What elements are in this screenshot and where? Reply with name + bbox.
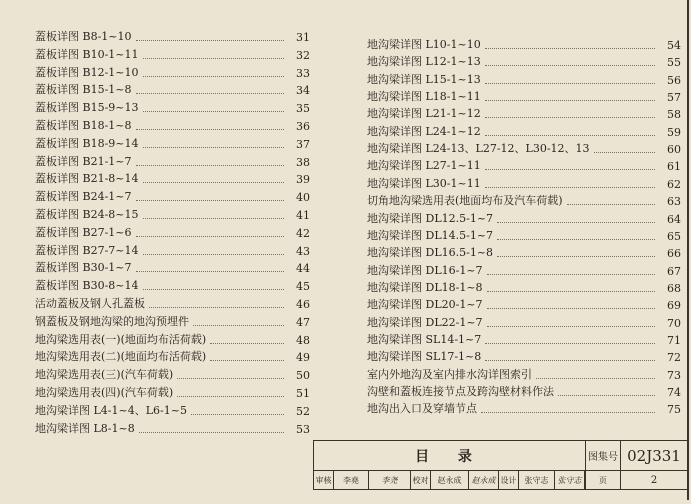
leader-dots [485, 117, 655, 118]
toc-entry[interactable] [367, 53, 681, 69]
toc-entry[interactable] [367, 88, 681, 104]
toc-entry[interactable] [367, 140, 681, 156]
toc-entry-title: 地沟梁详图 L10-1~10 [367, 38, 481, 51]
toc-entry-page: 63 [667, 195, 681, 209]
toc-entry-title: 地沟梁详图 L8-1~8 [35, 421, 135, 435]
toc-entry-title: 地沟梁详图 L4-1~4、L6-1~5 [35, 403, 187, 417]
leader-dots [567, 204, 655, 205]
leader-dots [487, 308, 655, 309]
toc-entry[interactable] [35, 402, 310, 418]
toc-entry-page: 34 [296, 84, 310, 98]
toc-entry[interactable] [35, 81, 310, 97]
toc-entry-page: 57 [667, 91, 681, 105]
toc-entry-title: 地沟梁选用表(三)(汽车荷载) [35, 368, 174, 382]
leader-dots [485, 187, 655, 188]
toc-entry[interactable] [35, 331, 310, 347]
leader-dots [485, 135, 655, 136]
toc-entry-page: 67 [667, 264, 681, 278]
toc-entry-page: 43 [296, 244, 310, 258]
designer-name: 张守志 [519, 471, 555, 489]
toc-entry[interactable] [367, 366, 681, 382]
toc-entry-title: 地沟梁详图 DL14.5-1~7 [367, 228, 494, 242]
leader-dots [143, 58, 284, 59]
toc-entry-title: 切角地沟梁选用表(地面均布及汽车荷载) [367, 194, 563, 208]
toc-entry-page: 71 [667, 333, 681, 347]
toc-entry-page: 47 [296, 315, 310, 329]
leader-dots [136, 271, 284, 272]
toc-entry-title: 地沟梁选用表(二)(地面均布活荷载) [35, 350, 207, 364]
toc-entry-title: 钢蓋板及钢地沟梁的地沟预埋件 [35, 314, 189, 328]
toc-entry-title: 蓋板详图 B21-1~7 [35, 154, 132, 168]
leader-dots [487, 274, 655, 275]
leader-dots [177, 396, 284, 397]
toc-entry[interactable] [367, 262, 681, 278]
toc-entry-page: 74 [667, 386, 681, 399]
toc-entry-page: 42 [296, 226, 310, 240]
toc-entry-title: 地沟梁详图 DL22-1~7 [367, 315, 483, 329]
toc-entry-page: 40 [296, 191, 310, 205]
leader-dots [143, 147, 284, 148]
review-label: 审核 [314, 471, 334, 489]
toc-entry[interactable] [367, 296, 681, 312]
toc-entry[interactable] [35, 348, 310, 364]
toc-entry-page: 59 [667, 125, 681, 139]
toc-entry-page: 38 [296, 155, 310, 169]
toc-entry[interactable] [35, 366, 310, 382]
design-label: 设计 [499, 471, 519, 489]
leader-dots [485, 169, 655, 170]
leader-dots [143, 254, 284, 255]
toc-entry[interactable] [35, 224, 310, 240]
leader-dots [536, 378, 655, 379]
toc-entry-title: 蓋板详图 B27-1~6 [35, 225, 132, 239]
toc-entry-page: 73 [667, 368, 681, 382]
toc-entry-page: 39 [296, 173, 310, 187]
toc-entry[interactable] [35, 277, 310, 293]
toc-entry[interactable] [35, 259, 310, 275]
leader-dots [210, 360, 284, 361]
toc-entry-page: 45 [296, 280, 310, 294]
toc-entry-title: 地沟梁选用表(一)(地面均布活荷载) [35, 332, 207, 346]
toc-entry-page: 60 [667, 143, 681, 157]
toc-entry-page: 37 [296, 137, 310, 151]
toc-entry-title: 地沟梁详图 DL16.5-1~8 [367, 246, 494, 260]
toc-entry[interactable] [35, 46, 310, 62]
toc-entry-page: 44 [296, 262, 310, 276]
title-block [313, 440, 688, 490]
toc-entry-page: 62 [667, 177, 681, 191]
leader-dots [136, 236, 284, 237]
toc-entry-page: 55 [667, 56, 681, 70]
leader-dots [497, 222, 655, 223]
toc-entry[interactable] [35, 153, 310, 169]
toc-entry-page: 49 [296, 351, 310, 365]
toc-entry[interactable] [367, 331, 681, 347]
toc-entry[interactable] [367, 279, 681, 295]
toc-entry[interactable] [35, 384, 310, 400]
leader-dots [136, 93, 284, 94]
leader-dots [191, 414, 284, 415]
toc-entry[interactable] [35, 420, 310, 436]
page-label: 页 [585, 471, 621, 489]
toc-entry-title: 蓋板详图 B24-8~15 [35, 208, 139, 221]
leader-dots [143, 111, 284, 112]
toc-entry-page: 33 [296, 66, 310, 80]
leader-dots [193, 325, 284, 326]
toc-entry[interactable] [367, 400, 681, 416]
toc-entry-title: 蓋板详图 B18-9~14 [35, 136, 139, 150]
toc-entry[interactable] [367, 157, 681, 173]
check-label: 校对 [411, 471, 431, 489]
toc-entry[interactable] [367, 105, 681, 121]
toc-entry-title: 蓋板详图 B15-1~8 [35, 83, 132, 97]
atlas-no: 02J331 [627, 446, 681, 465]
page-title: 目 录 [415, 448, 484, 465]
toc-entry-title: 地沟梁详图 L24-13、L27-12、L30-12、13 [367, 142, 590, 156]
toc-entry-title: 地沟梁选用表(四)(汽车荷载) [35, 386, 174, 399]
toc-entry-page: 32 [296, 48, 310, 62]
reviewer-signature: 李尧 [369, 471, 411, 489]
toc-entry-title: 蓋板详图 B24-1~7 [35, 190, 132, 204]
toc-entry[interactable] [367, 192, 681, 208]
toc-entry-page: 68 [667, 281, 681, 295]
leader-dots [487, 326, 655, 327]
toc-entry-title: 地沟梁详图 L27-1~11 [367, 159, 481, 173]
toc-entry-page: 54 [667, 39, 681, 52]
designer-signature: 张守志 [555, 471, 585, 489]
toc-entry-page: 64 [667, 212, 681, 226]
toc-entry-title: 地沟梁详图 SL17-1~8 [367, 350, 482, 364]
toc-entry-page: 69 [667, 299, 681, 313]
leader-dots [485, 65, 655, 66]
leader-dots [485, 100, 655, 101]
toc-entry[interactable] [35, 242, 310, 258]
toc-entry-page: 66 [667, 247, 681, 261]
leader-dots [594, 152, 655, 153]
toc-entry[interactable] [367, 348, 681, 364]
toc-entry-page: 53 [296, 422, 310, 436]
toc-entry-title: 地沟梁详图 SL14-1~7 [367, 332, 482, 346]
leader-dots [139, 432, 284, 433]
leader-dots [485, 343, 655, 344]
leader-dots [136, 200, 284, 201]
leader-dots [497, 239, 655, 240]
toc-entry-page: 61 [667, 160, 681, 174]
toc-entry-page: 70 [667, 316, 681, 330]
toc-entry-title: 蓋板详图 B27-7~14 [35, 243, 139, 257]
leader-dots [485, 48, 655, 49]
leader-dots [149, 307, 284, 308]
toc-entry[interactable] [35, 28, 310, 44]
toc-entry-title: 蓋板详图 B30-1~7 [35, 261, 132, 275]
atlas-no-label: 图集号 [585, 441, 621, 470]
toc-entry-page: 41 [296, 209, 310, 222]
checker-signature: 赵永成 [469, 471, 499, 489]
toc-entry-title: 地沟梁详图 L15-1~13 [367, 72, 481, 86]
toc-entry[interactable] [367, 175, 681, 191]
toc-entry-title: 地沟出入口及穿墙节点 [367, 402, 477, 416]
leader-dots [497, 256, 655, 257]
toc-entry-title: 活动蓋板及钢人孔蓋板 [35, 297, 145, 310]
reviewer-name: 李堯 [334, 471, 369, 489]
leader-dots [143, 218, 284, 219]
toc-entry[interactable] [35, 64, 310, 80]
toc-entry[interactable] [35, 206, 310, 222]
toc-entry-title: 地沟梁详图 DL12.5-1~7 [367, 211, 494, 225]
toc-entry-page: 46 [296, 298, 310, 311]
toc-entry-page: 36 [296, 120, 310, 133]
toc-entry-page: 75 [667, 403, 681, 417]
toc-entry-title: 蓋板详图 B18-1~8 [35, 119, 132, 132]
toc-entry-page: 58 [667, 108, 681, 122]
toc-entry-title: 地沟梁详图 L18-1~11 [367, 90, 481, 104]
toc-entry-title: 地沟梁详图 L30-1~11 [367, 176, 481, 190]
frame-border [687, 0, 689, 500]
toc-entry-page: 65 [667, 229, 681, 243]
leader-dots [136, 165, 284, 166]
leader-dots [558, 395, 655, 396]
toc-entry[interactable] [367, 227, 681, 243]
leader-dots [136, 40, 284, 41]
toc-entry-title: 地沟梁详图 L12-1~13 [367, 55, 481, 69]
toc-entry[interactable] [35, 135, 310, 151]
toc-entry[interactable] [367, 71, 681, 87]
page-number: 2 [650, 474, 658, 486]
toc-entry-title: 地沟梁详图 DL16-1~7 [367, 263, 483, 277]
toc-entry[interactable] [35, 188, 310, 204]
toc-entry-title: 地沟梁详图 L21-1~12 [367, 107, 481, 121]
toc-entry[interactable] [367, 123, 681, 139]
toc-entry[interactable] [367, 383, 681, 399]
toc-entry[interactable] [35, 313, 310, 329]
leader-dots [481, 412, 655, 413]
toc-entry-page: 52 [296, 404, 310, 418]
toc-entry[interactable] [35, 295, 310, 311]
leader-dots [485, 360, 655, 361]
toc-entry-page: 51 [296, 387, 310, 400]
toc-entry[interactable] [367, 244, 681, 260]
toc-entry-title: 室内外地沟及室内排水沟详图索引 [367, 367, 532, 381]
toc-entry[interactable] [35, 117, 310, 133]
toc-entry-page: 50 [296, 369, 310, 383]
toc-entry-title: 蓋板详图 B8-1~10 [35, 30, 132, 43]
leader-dots [177, 378, 284, 379]
toc-entry-title: 蓋板详图 B30-8~14 [35, 279, 139, 293]
toc-entry-page: 72 [667, 351, 681, 365]
toc-entry-page: 31 [296, 31, 310, 44]
toc-entry-title: 地沟梁详图 DL18-1~8 [367, 280, 483, 294]
toc-entry-title: 沟壁和蓋板连接节点及跨沟壁材料作法 [367, 385, 554, 398]
leader-dots [143, 182, 284, 183]
toc-entry[interactable] [35, 99, 310, 115]
toc-entry-title: 蓋板详图 B15-9~13 [35, 101, 139, 115]
toc-entry[interactable] [367, 36, 681, 52]
toc-entry-title: 蓋板详图 B12-1~10 [35, 65, 139, 79]
leader-dots [487, 291, 655, 292]
toc-entry[interactable] [367, 210, 681, 226]
leader-dots [485, 83, 655, 84]
toc-entry-page: 35 [296, 102, 310, 116]
toc-entry-title: 蓋板详图 B10-1~11 [35, 47, 139, 61]
toc-entry[interactable] [35, 170, 310, 186]
leader-dots [210, 343, 284, 344]
toc-entry-title: 蓋板详图 B21-8~14 [35, 172, 139, 186]
toc-entry-page: 48 [296, 333, 310, 347]
checker-name: 赵永成 [431, 471, 469, 489]
toc-entry-title: 地沟梁详图 DL20-1~7 [367, 298, 483, 312]
toc-entry-title: 地沟梁详图 L24-1~12 [367, 124, 481, 138]
toc-entry-page: 56 [667, 73, 681, 87]
toc-entry[interactable] [367, 314, 681, 330]
leader-dots [143, 76, 284, 77]
leader-dots [143, 289, 284, 290]
leader-dots [136, 129, 284, 130]
